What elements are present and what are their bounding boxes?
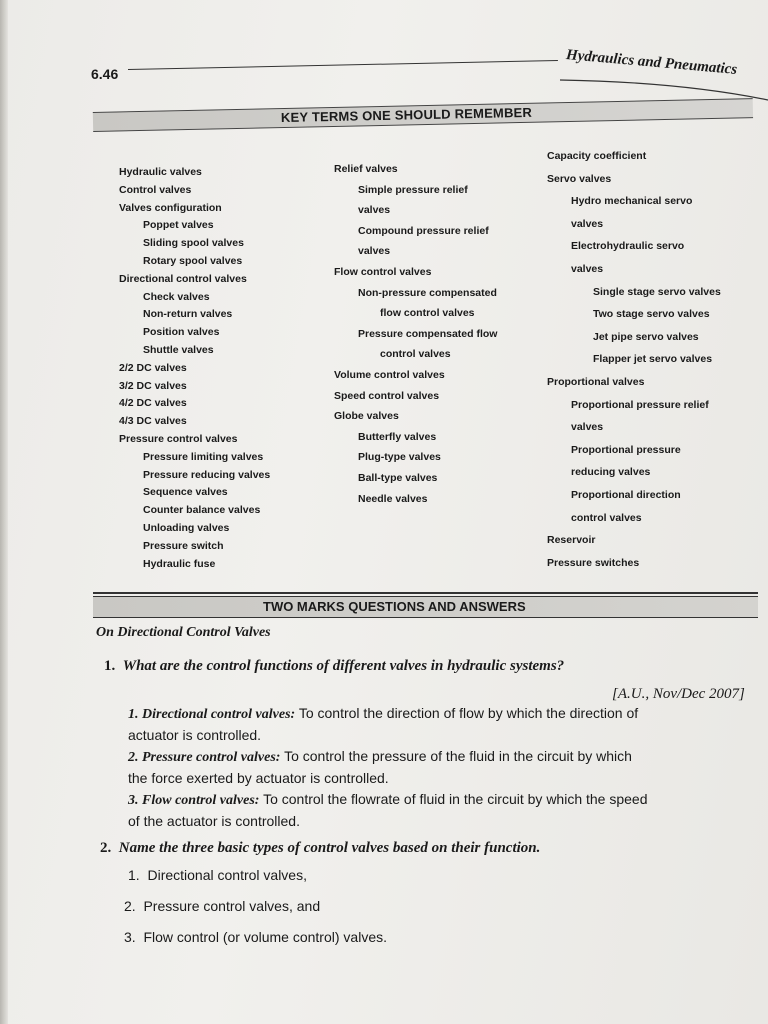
key-term-item: Pressure switches bbox=[547, 556, 640, 569]
key-term-item: control valves bbox=[380, 348, 451, 361]
section-heading: On Directional Control Valves bbox=[96, 625, 271, 640]
two-marks-banner bbox=[93, 596, 758, 618]
page-binding-edge bbox=[0, 0, 8, 1024]
key-term-item: Rotary spool valves bbox=[143, 255, 243, 267]
key-term-item: valves bbox=[358, 204, 391, 217]
answer-1-2-line2: the force exerted by actuator is controlled. bbox=[128, 770, 389, 786]
key-term-item: Speed control valves bbox=[334, 389, 440, 402]
list-item-number: 1. bbox=[128, 867, 140, 883]
key-term-item: control valves bbox=[571, 511, 642, 524]
key-term-item: 4/2 DC valves bbox=[119, 397, 187, 410]
key-terms-title: KEY TERMS ONE SHOULD REMEMBER bbox=[280, 104, 533, 126]
key-term-item: Check valves bbox=[143, 290, 210, 303]
key-term-item: 3/2 DC valves bbox=[119, 379, 187, 392]
question-1-text: What are the control functions of different valves in hydraulic systems? bbox=[122, 658, 565, 674]
list-item-text: Directional control valves, bbox=[147, 867, 307, 883]
answer-1-3 bbox=[128, 789, 648, 832]
key-term-item: Pressure compensated flow bbox=[358, 327, 498, 340]
key-term-item: Flow control valves bbox=[334, 266, 432, 278]
answer-1-1 bbox=[128, 703, 638, 746]
key-term-item: 4/3 DC valves bbox=[119, 415, 187, 428]
key-term-item: Jet pipe servo valves bbox=[593, 330, 699, 343]
page-number: 6.46 bbox=[91, 66, 119, 82]
key-term-item: Sequence valves bbox=[143, 486, 228, 499]
question-2 bbox=[100, 840, 540, 857]
answer-1-2-label: 2. Pressure control valves: bbox=[128, 750, 281, 765]
header-rule bbox=[128, 60, 558, 70]
key-term-item: Electrohydraulic servo bbox=[571, 240, 685, 253]
key-term-item: Proportional direction bbox=[571, 489, 681, 501]
key-term-item: Servo valves bbox=[547, 172, 612, 185]
key-term-item: flow control valves bbox=[380, 307, 475, 320]
key-term-item: valves bbox=[358, 245, 391, 258]
answer-1-1-line2: actuator is controlled. bbox=[128, 727, 262, 743]
key-term-item: Proportional pressure relief bbox=[571, 398, 709, 411]
key-term-item: Butterfly valves bbox=[358, 430, 437, 443]
question-1-reference: [A.U., Nov/Dec 2007] bbox=[612, 686, 745, 702]
key-term-item: Globe valves bbox=[334, 410, 399, 423]
key-term-item: Plug-type valves bbox=[358, 451, 441, 464]
answer-1-2-line1: To control the pressure of the fluid in the circuit by which bbox=[280, 748, 632, 764]
key-term-item: Directional control valves bbox=[119, 272, 247, 285]
key-term-item: Counter balance valves bbox=[143, 504, 261, 517]
answer-1-1-label: 1. Directional control valves: bbox=[128, 707, 296, 722]
answer-1-3-label: 3. Flow control valves: bbox=[128, 793, 260, 808]
key-term-item: Valves configuration bbox=[119, 201, 222, 214]
key-term-item: Hydraulic valves bbox=[119, 166, 202, 178]
key-term-item: Control valves bbox=[119, 183, 192, 196]
key-term-item: Reservoir bbox=[547, 534, 596, 547]
list-item bbox=[124, 898, 320, 914]
key-term-item: Flapper jet servo valves bbox=[593, 353, 713, 366]
answer-1-3-line2: of the actuator is controlled. bbox=[128, 813, 300, 829]
answer-1-1-line1: To control the direction of flow by which the direction of bbox=[295, 705, 639, 721]
list-item bbox=[124, 929, 387, 945]
key-term-item: 2/2 DC valves bbox=[119, 361, 187, 374]
key-term-item: Capacity coefficient bbox=[547, 150, 647, 162]
key-term-item: Pressure switch bbox=[143, 539, 224, 552]
question-2-text: Name the three basic types of control valves based on their function. bbox=[118, 840, 541, 856]
list-item-number: 2. bbox=[124, 898, 136, 914]
key-term-item: Two stage servo valves bbox=[593, 308, 710, 321]
key-term-item: valves bbox=[571, 421, 604, 434]
question-2-number: 2. bbox=[100, 840, 112, 856]
key-term-item: Sliding spool valves bbox=[143, 237, 244, 250]
key-term-item: Single stage servo valves bbox=[593, 285, 721, 298]
key-term-item: Position valves bbox=[143, 326, 220, 339]
section-rule-top bbox=[93, 592, 758, 594]
list-item-number: 3. bbox=[124, 929, 136, 945]
key-term-item: Hydraulic fuse bbox=[143, 557, 216, 570]
key-term-item: Needle valves bbox=[358, 492, 428, 505]
answer-1-2 bbox=[128, 746, 632, 789]
key-term-item: Proportional valves bbox=[547, 376, 645, 388]
key-term-item: Pressure control valves bbox=[119, 433, 238, 445]
key-term-item: Relief valves bbox=[334, 163, 398, 175]
key-term-item: Simple pressure relief bbox=[358, 183, 468, 196]
key-term-item: reducing valves bbox=[571, 466, 651, 479]
key-term-item: Hydro mechanical servo bbox=[571, 195, 693, 208]
key-term-item: Pressure limiting valves bbox=[143, 450, 264, 463]
question-1 bbox=[104, 658, 564, 675]
key-term-item: Poppet valves bbox=[143, 219, 214, 232]
question-1-number: 1. bbox=[104, 658, 116, 674]
list-item bbox=[128, 867, 307, 883]
key-term-item: Compound pressure relief bbox=[358, 224, 489, 237]
two-marks-title: TWO MARKS QUESTIONS AND ANSWERS bbox=[263, 599, 526, 614]
key-term-item: Pressure reducing valves bbox=[143, 468, 271, 481]
key-terms-banner bbox=[93, 98, 753, 132]
key-term-item: Ball-type valves bbox=[358, 472, 438, 484]
key-term-item: valves bbox=[571, 217, 604, 230]
key-term-item: Volume control valves bbox=[334, 369, 445, 381]
list-item-text: Flow control (or volume control) valves. bbox=[143, 929, 387, 945]
key-term-item: Unloading valves bbox=[143, 522, 230, 534]
key-term-item: valves bbox=[571, 263, 604, 275]
key-term-item: Proportional pressure bbox=[571, 443, 681, 456]
list-item-text: Pressure control valves, and bbox=[143, 898, 321, 914]
key-term-item: Non-pressure compensated bbox=[358, 286, 497, 299]
key-term-item: Non-return valves bbox=[143, 308, 233, 321]
running-header-title: Hydraulics and Pneumatics bbox=[565, 47, 738, 78]
key-term-item: Shuttle valves bbox=[143, 344, 214, 356]
answer-1-3-line1: To control the flowrate of fluid in the circuit by which the speed bbox=[259, 791, 648, 807]
